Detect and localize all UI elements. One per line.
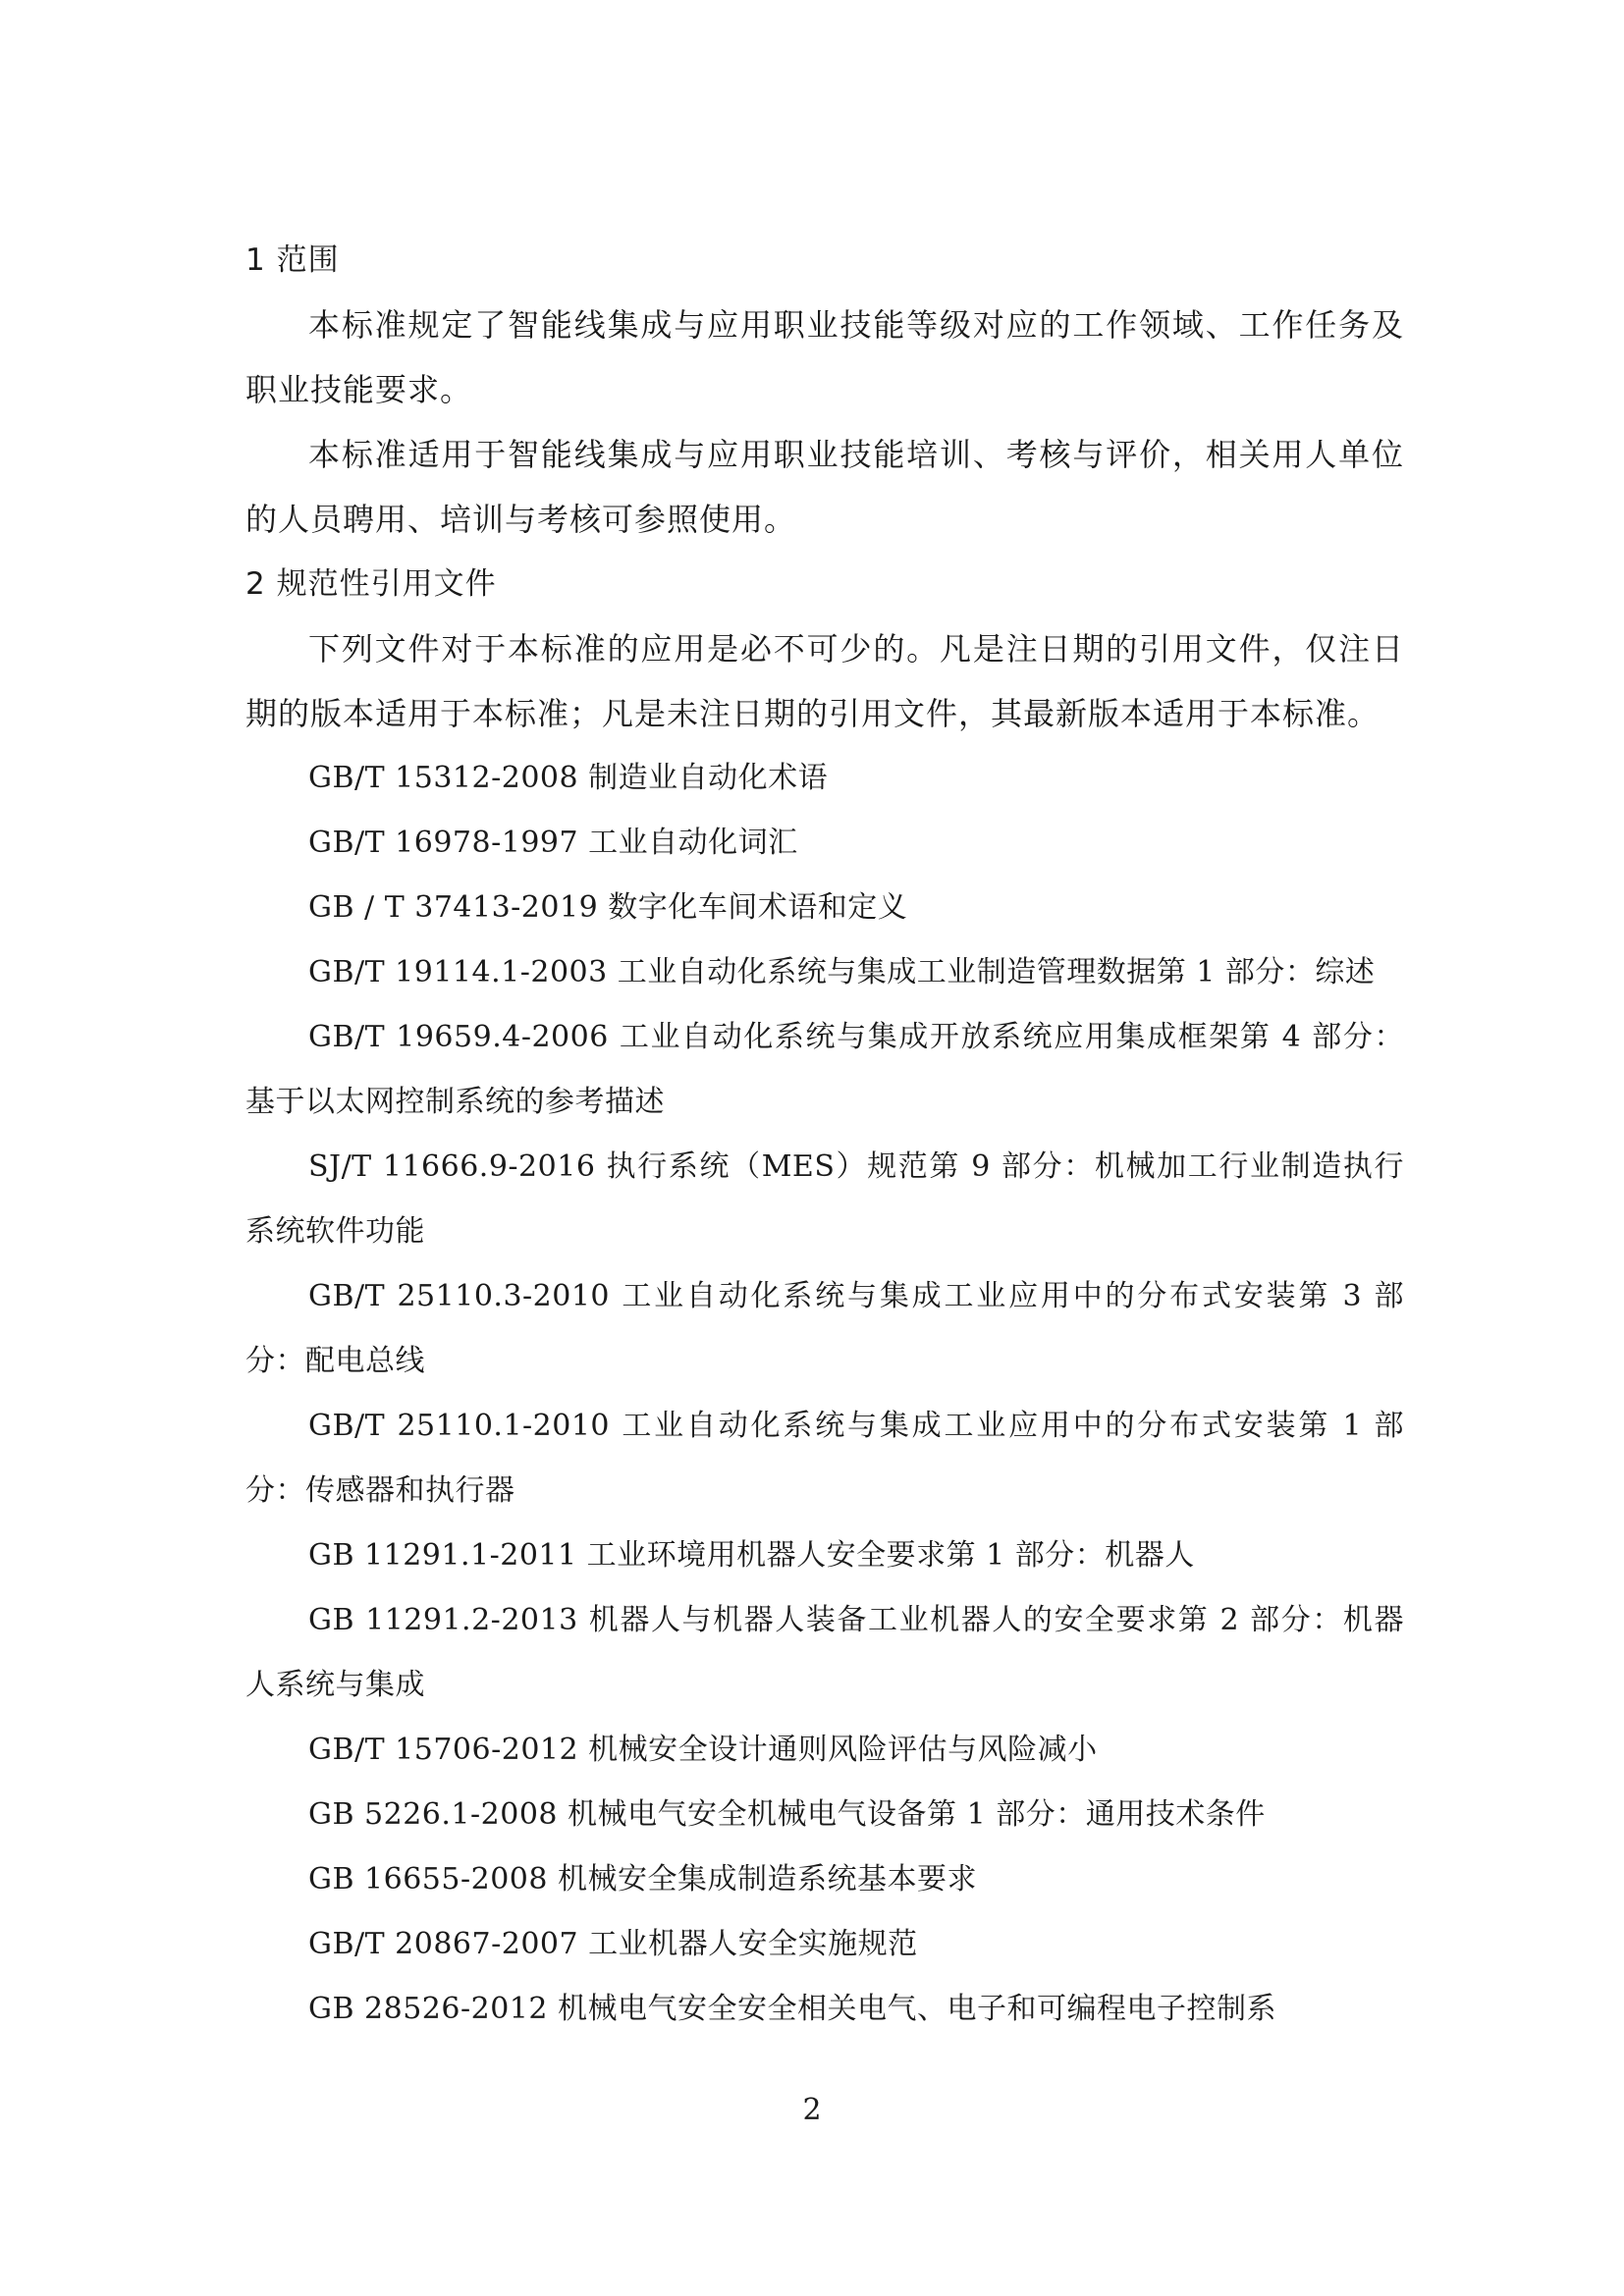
page-content xyxy=(245,228,1404,2042)
scope-paragraph-1: 本标准规定了智能线集成与应用职业技能等级对应的工作领域、工作任务及职业技能要求。 xyxy=(245,306,1404,408)
reference-item: GB/T 16978-1997 工业自动化词汇 xyxy=(308,826,798,860)
reference-item: GB/T 19114.1-2003 工业自动化系统与集成工业制造管理数据第 1 部分：综述 xyxy=(308,955,1376,989)
reference-item: GB 5226.1-2008 机械电气安全机械电气设备第 1 部分：通用技术条件 xyxy=(308,1797,1266,1832)
section-heading-scope: 1 范围 xyxy=(245,242,340,278)
reference-item: GB/T 15706-2012 机械安全设计通则风险评估与风险减小 xyxy=(308,1733,1098,1767)
reference-item: GB/T 19659.4-2006 工业自动化系统与集成开放系统应用集成框架第 4 部分：基于以太网控制系统的参考描述 xyxy=(245,1020,1404,1119)
reference-item: GB/T 15312-2008 制造业自动化术语 xyxy=(308,761,829,795)
reference-item: GB / T 37413-2019 数字化车间术语和定义 xyxy=(308,890,908,925)
reference-item: GB 16655-2008 机械安全集成制造系统基本要求 xyxy=(308,1862,978,1896)
reference-item: GB 11291.2-2013 机器人与机器人装备工业机器人的安全要求第 2 部分：机器人系统与集成 xyxy=(245,1603,1404,1702)
reference-item: GB 28526-2012 机械电气安全安全相关电气、电子和可编程电子控制系 xyxy=(308,1992,1277,2026)
scope-paragraph-2: 本标准适用于智能线集成与应用职业技能培训、考核与评价，相关用人单位的人员聘用、培训与考核可参照使用。 xyxy=(245,436,1404,538)
reference-item: GB/T 25110.3-2010 工业自动化系统与集成工业应用中的分布式安装第 3 部分：配电总线 xyxy=(245,1279,1404,1378)
page-number: 2 xyxy=(802,2093,822,2127)
reference-list xyxy=(245,746,1404,2042)
reference-item: SJ/T 11666.9-2016 执行系统（MES）规范第 9 部分：机械加工行业制造执行系统软件功能 xyxy=(245,1149,1404,1249)
reference-item: GB/T 25110.1-2010 工业自动化系统与集成工业应用中的分布式安装第 1 部分：传感器和执行器 xyxy=(245,1409,1404,1508)
reference-item: GB/T 20867-2007 工业机器人安全实施规范 xyxy=(308,1927,918,1961)
section-heading-normative-references: 2 规范性引用文件 xyxy=(245,566,497,602)
references-intro-paragraph: 下列文件对于本标准的应用是必不可少的。凡是注日期的引用文件，仅注日期的版本适用于本标准；凡是未注日期的引用文件，其最新版本适用于本标准。 xyxy=(245,630,1404,732)
reference-item: GB 11291.1-2011 工业环境用机器人安全要求第 1 部分：机器人 xyxy=(308,1538,1195,1573)
